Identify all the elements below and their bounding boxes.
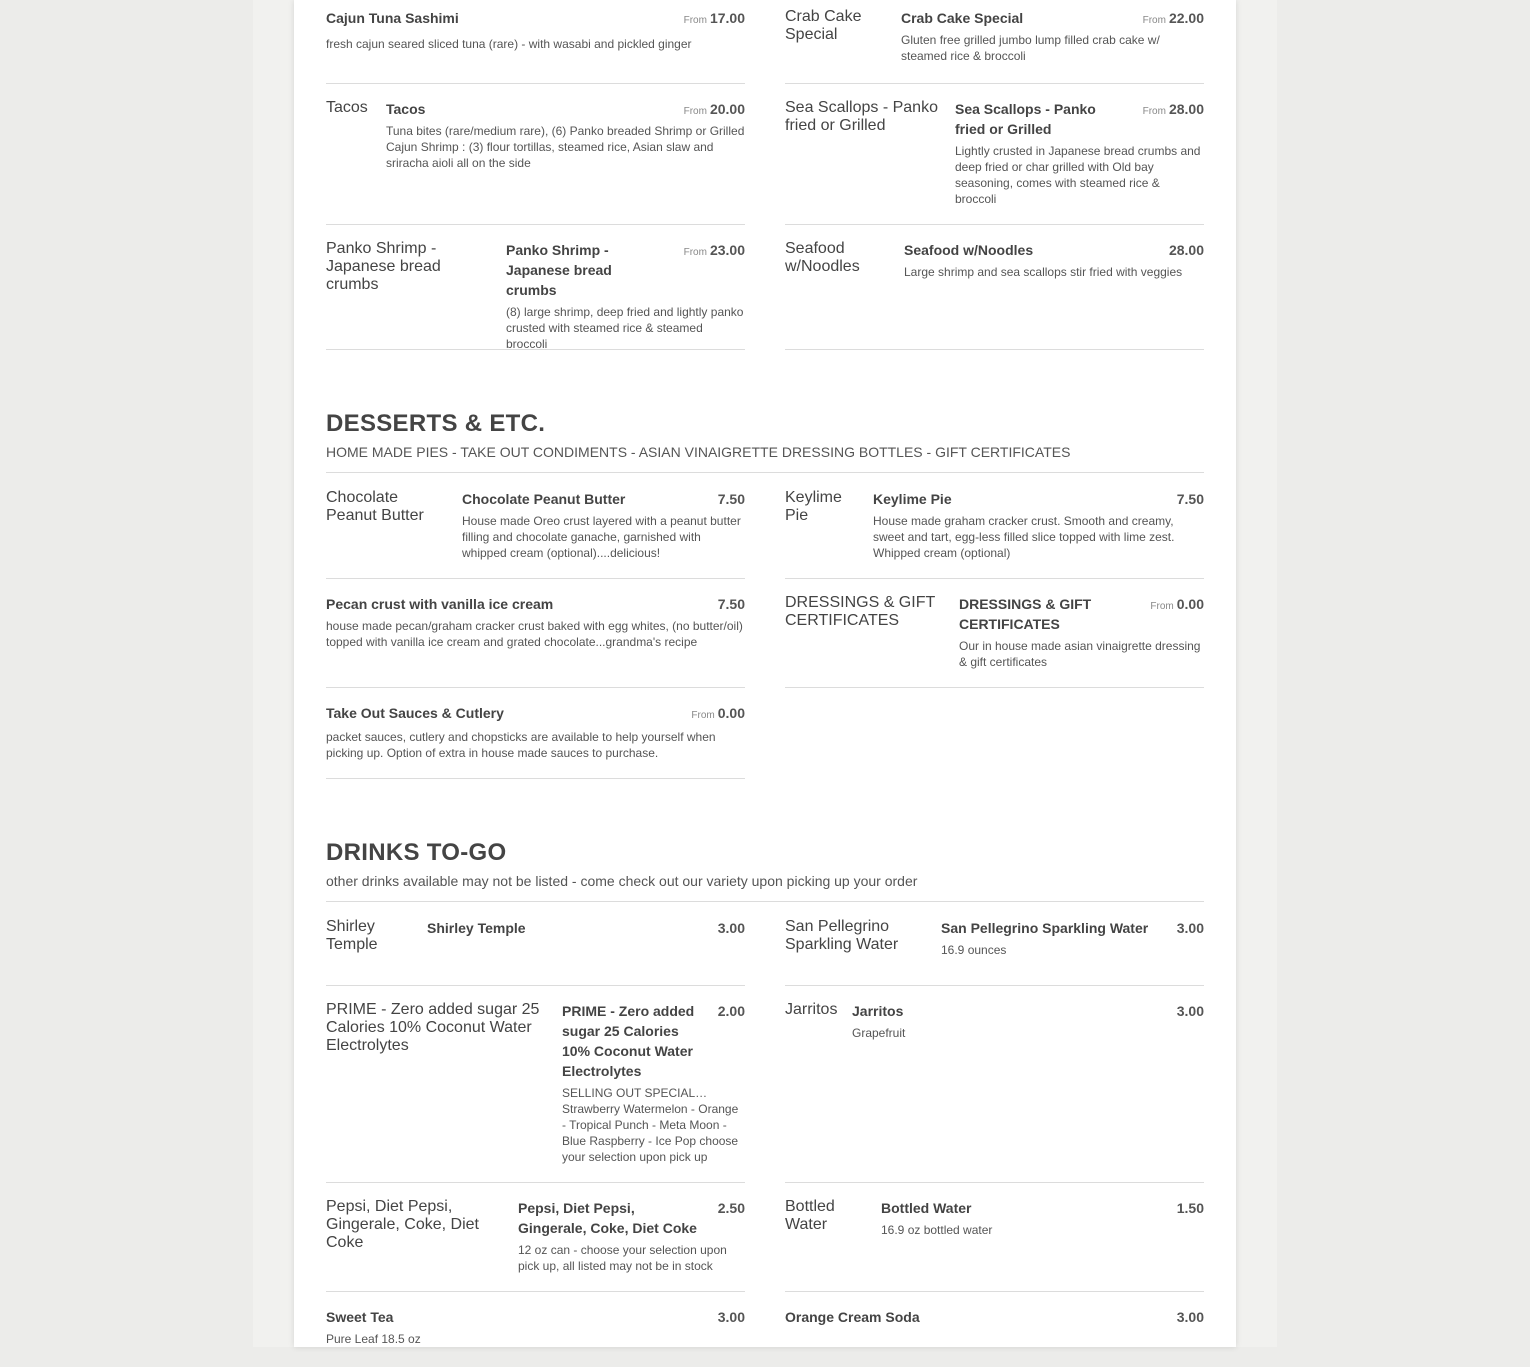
- price-from-label: From: [1142, 15, 1166, 26]
- price-from-label: From: [683, 247, 707, 258]
- menu-item-description: Gluten free grilled jumbo lump filled crab cake w/ steamed rice & broccoli: [901, 33, 1160, 63]
- menu-item-name: DRESSINGS & GIFT CERTIFICATES: [959, 596, 1092, 632]
- menu-item-description: Our in house made asian vinaigrette dressing & gift certificates: [959, 639, 1201, 669]
- menu-item-image: Chocolate Peanut Butter: [326, 489, 424, 524]
- section-subtitle: HOME MADE PIES - TAKE OUT CONDIMENTS - ASIAN VINAIGRETTE DRESSING BOTTLES - GIFT CERTIFICATES: [326, 444, 1071, 460]
- menu-item-name: Pepsi, Diet Pepsi, Gingerale, Coke, Diet Coke: [518, 1200, 697, 1236]
- menu-item-image: Shirley Temple: [326, 918, 378, 953]
- price-value: 28.00: [1168, 101, 1204, 117]
- menu-item[interactable]: [785, 594, 1204, 688]
- menu-item-name: Take Out Sauces & Cutlery: [326, 705, 504, 721]
- menu-item-name: Sweet Tea: [326, 1309, 394, 1325]
- menu-item-description: house made pecan/graham cracker crust baked with egg whites, (no butter/oil) topped with vanilla ice cream and grated chocolate...grandma's recipe: [326, 619, 743, 649]
- menu-item-image: San Pellegrino Sparkling Water: [785, 918, 899, 953]
- menu-item-description: Large shrimp and sea scallops stir fried with veggies: [904, 265, 1183, 279]
- menu-item[interactable]: [326, 1001, 745, 1183]
- price-value: 3.00: [1176, 1003, 1204, 1019]
- menu-item-body: [904, 240, 1204, 280]
- menu-item-image: PRIME - Zero added sugar 25 Calories 10% Coconut Water Electrolytes: [326, 1001, 540, 1054]
- section-divider: [326, 901, 1204, 902]
- section-subtitle: other drinks available may not be listed - come check out our variety upon picking up your order: [326, 873, 918, 889]
- menu-item-price: [1177, 1307, 1204, 1327]
- menu-item[interactable]: [785, 99, 1204, 225]
- price-from-label: From: [691, 710, 715, 721]
- price-value: 0.00: [717, 705, 745, 721]
- menu-item-name: Panko Shrimp - Japanese bread crumbs: [506, 242, 612, 298]
- menu-item[interactable]: [326, 99, 745, 225]
- price-value: 1.50: [1176, 1200, 1204, 1216]
- menu-item-price: [1177, 918, 1204, 938]
- menu-item[interactable]: [785, 1198, 1204, 1292]
- menu-item-price: [718, 1001, 745, 1021]
- menu-item-body: [386, 99, 745, 171]
- menu-item-body: [427, 918, 745, 938]
- price-value: 3.00: [1176, 920, 1204, 936]
- menu-item-name: Chocolate Peanut Butter: [462, 491, 626, 507]
- menu-item[interactable]: [326, 594, 745, 688]
- menu-item-body: [518, 1198, 745, 1274]
- menu-item-image: Panko Shrimp - Japanese bread crumbs: [326, 240, 441, 293]
- menu-item-description: fresh cajun seared sliced tuna (rare) - with wasabi and pickled ginger: [326, 37, 692, 51]
- price-from-label: From: [1142, 106, 1166, 117]
- menu-item-name: Seafood w/Noodles: [904, 242, 1034, 258]
- menu-item-image: Sea Scallops - Panko fried or Grilled: [785, 99, 938, 134]
- menu-item-body: [852, 1001, 1204, 1041]
- menu-item[interactable]: [326, 8, 745, 84]
- price-value: 2.50: [717, 1200, 745, 1216]
- menu-item-description: House made graham cracker crust. Smooth and creamy, sweet and tart, egg-less filled slice topped with lime zest. Whipped cream (optional): [873, 514, 1175, 560]
- price-value: 2.00: [717, 1003, 745, 1019]
- menu-item[interactable]: [785, 1001, 1204, 1183]
- menu-item-image: Bottled Water: [785, 1198, 835, 1233]
- menu-item-description: packet sauces, cutlery and chopsticks are available to help yourself when picking up. Option of extra in house made sauces to purchase.: [326, 730, 716, 760]
- price-from-label: From: [683, 106, 707, 117]
- price-value: 0.00: [1176, 596, 1204, 612]
- menu-item-image: Tacos: [326, 99, 368, 116]
- menu-item[interactable]: [785, 240, 1204, 350]
- price-value: 20.00: [709, 101, 745, 117]
- menu-item-price: [1143, 8, 1204, 31]
- menu-item-price: [718, 489, 745, 509]
- menu-item-name: Sea Scallops - Panko fried or Grilled: [955, 101, 1096, 137]
- price-value: 3.00: [1176, 1309, 1204, 1325]
- menu-item-description: Grapefruit: [852, 1026, 906, 1040]
- menu-item-name: Crab Cake Special: [901, 10, 1024, 26]
- menu-item-description: Lightly crusted in Japanese bread crumbs and deep fried or char grilled with Old bay seasoning, comes with steamed rice & broccoli: [955, 144, 1201, 206]
- menu-item-description: Pure Leaf 18.5 oz: [326, 1332, 421, 1346]
- section-divider: [326, 472, 1204, 473]
- menu-item-image: Jarritos: [785, 1001, 838, 1018]
- menu-item[interactable]: [326, 1198, 745, 1292]
- menu-item-body: [326, 8, 745, 52]
- menu-item-name: Shirley Temple: [427, 920, 526, 936]
- menu-item-description: 12 oz can - choose your selection upon pick up, all listed may not be in stock: [518, 1243, 727, 1273]
- menu-item-body: [941, 918, 1204, 958]
- menu-item-name: Keylime Pie: [873, 491, 952, 507]
- menu-item-body: [785, 1307, 1204, 1327]
- menu-item-price: [718, 918, 745, 938]
- menu-item-name: Orange Cream Soda: [785, 1309, 920, 1325]
- menu-item-price: [1177, 1001, 1204, 1021]
- menu-item-image: Keylime Pie: [785, 489, 842, 524]
- menu-item-price: [718, 594, 745, 614]
- menu-item[interactable]: [785, 918, 1204, 986]
- menu-item-name: Jarritos: [852, 1003, 904, 1019]
- menu-item[interactable]: [326, 1307, 745, 1367]
- menu-item-description: Tuna bites (rare/medium rare), (6) Panko breaded Shrimp or Grilled Cajun Shrimp : (3) flour tortillas, steamed rice, Asian slaw and sriracha aioli all on the side: [386, 124, 745, 170]
- menu-item-name: Pecan crust with vanilla ice cream: [326, 596, 554, 612]
- menu-item-price: [1150, 594, 1204, 617]
- price-value: 7.50: [717, 596, 745, 612]
- menu-item-price: [1177, 1198, 1204, 1218]
- menu-item-body: [955, 99, 1204, 207]
- menu-item-body: [873, 489, 1204, 561]
- menu-item[interactable]: [785, 489, 1204, 579]
- menu-item-image: Seafood w/Noodles: [785, 240, 860, 275]
- menu-item-description: 16.9 ounces: [941, 943, 1007, 957]
- menu-item-name: Tacos: [386, 101, 426, 117]
- price-value: 3.00: [717, 1309, 745, 1325]
- menu-item-image: Crab Cake Special: [785, 8, 862, 43]
- menu-item-body: [462, 489, 745, 561]
- menu-item-image: Pepsi, Diet Pepsi, Gingerale, Coke, Diet Coke: [326, 1198, 479, 1251]
- menu-item-body: [881, 1198, 1204, 1238]
- menu-item-price: [1177, 489, 1204, 509]
- menu-item-price: [718, 1307, 745, 1327]
- menu-item[interactable]: [326, 703, 745, 779]
- section-title: DRINKS TO-GO: [326, 839, 507, 866]
- menu-item-name: Cajun Tuna Sashimi: [326, 10, 459, 26]
- menu-item-price: [691, 703, 745, 726]
- menu-item[interactable]: [785, 1307, 1204, 1347]
- menu-item-description: SELLING OUT SPECIAL… Strawberry Watermelon - Orange - Tropical Punch - Meta Moon - Blue Raspberry - Ice Pop choose your selection upon pick up: [562, 1086, 739, 1164]
- price-from-label: From: [683, 15, 707, 26]
- menu-item-price: [684, 99, 745, 122]
- menu-item[interactable]: [326, 489, 745, 579]
- menu-item-description: 16.9 oz bottled water: [881, 1223, 993, 1237]
- price-from-label: From: [1150, 601, 1174, 612]
- menu-item-price: [718, 1198, 745, 1218]
- menu-item-body: [326, 1307, 745, 1347]
- menu-item-body: [326, 703, 745, 761]
- menu-item-description: (8) large shrimp, deep fried and lightly panko crusted with steamed rice & steamed broccoli: [506, 305, 744, 351]
- price-value: 23.00: [709, 242, 745, 258]
- price-value: 3.00: [717, 920, 745, 936]
- section-title: DESSERTS & ETC.: [326, 410, 546, 437]
- menu-item-name: Bottled Water: [881, 1200, 972, 1216]
- menu-item-price: [684, 240, 745, 263]
- menu-item[interactable]: [785, 8, 1204, 84]
- menu-item-image: DRESSINGS & GIFT CERTIFICATES: [785, 594, 935, 629]
- menu-item-name: PRIME - Zero added sugar 25 Calories 10% Coconut Water Electrolytes: [562, 1003, 695, 1079]
- menu-item-price: [1143, 99, 1204, 122]
- menu-item-price: [684, 8, 745, 31]
- price-value: 28.00: [1168, 242, 1204, 258]
- menu-item-body: [562, 1001, 745, 1165]
- menu-item-body: [506, 240, 745, 352]
- menu-item-description: House made Oreo crust layered with a peanut butter filling and chocolate ganache, garnished with whipped cream (optional)....delicious!: [462, 514, 741, 560]
- menu-item-name: San Pellegrino Sparkling Water: [941, 920, 1149, 936]
- price-value: 17.00: [709, 10, 745, 26]
- menu-item-price: [1169, 240, 1204, 260]
- menu-item-body: [326, 594, 745, 650]
- menu-item[interactable]: [326, 918, 745, 986]
- price-value: 22.00: [1168, 10, 1204, 26]
- menu-item-body: [959, 594, 1204, 670]
- menu-item-body: [901, 8, 1204, 64]
- menu-item[interactable]: [326, 240, 745, 350]
- price-value: 7.50: [717, 491, 745, 507]
- price-value: 7.50: [1176, 491, 1204, 507]
